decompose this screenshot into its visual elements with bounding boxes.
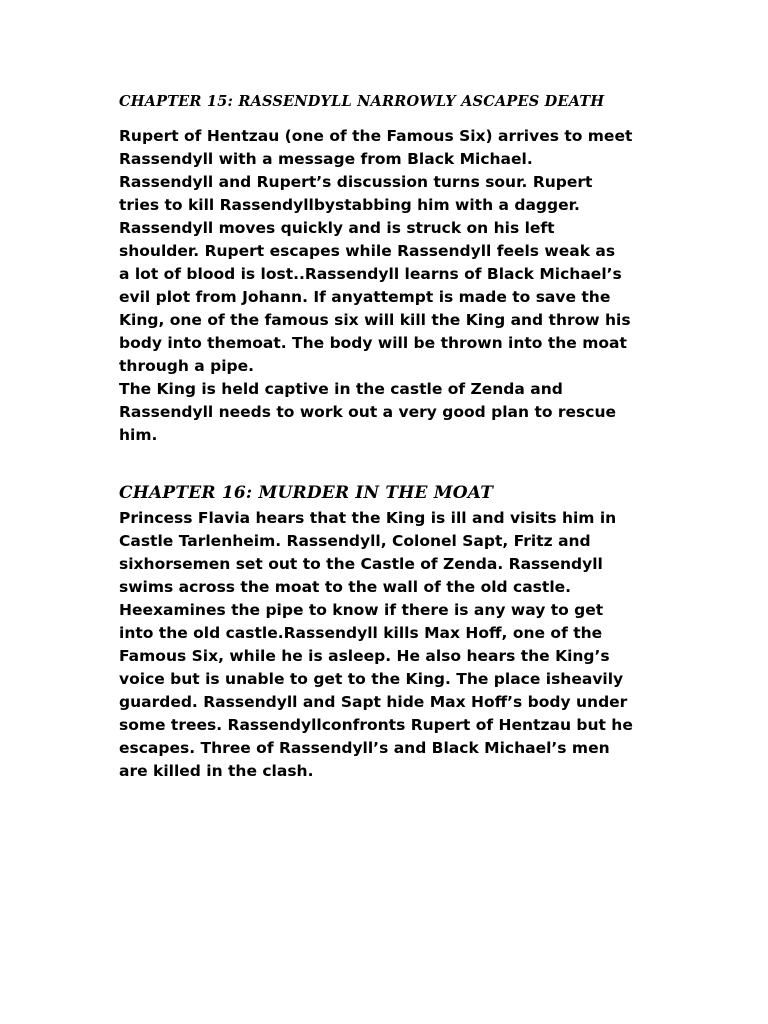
text-line: voice but is unable to get to the King. The place isheavily bbox=[119, 670, 624, 688]
text-line: Famous Six, while he is asleep. He also hears the King’s bbox=[119, 647, 610, 665]
text-line: tries to kill Rassendyllbystabbing him with a dagger. bbox=[119, 196, 580, 214]
text-line: Heexamines the pipe to know if there is any way to get bbox=[119, 601, 604, 619]
text-line: shoulder. Rupert escapes while Rassendyll feels weak as bbox=[119, 242, 616, 260]
text-line: body into themoat. The body will be thrown into the moat bbox=[119, 334, 627, 352]
text-line: through a pipe. bbox=[119, 357, 255, 375]
text-line: some trees. Rassendyllconfronts Rupert of Hentzau but he bbox=[119, 716, 633, 734]
chapter-15-summary bbox=[119, 125, 659, 447]
text-line: sixhorsemen set out to the Castle of Zenda. Rassendyll bbox=[119, 555, 603, 573]
text-line: Castle Tarlenheim. Rassendyll, Colonel Sapt, Fritz and bbox=[119, 532, 591, 550]
text-line: Rassendyll needs to work out a very good plan to rescue bbox=[119, 403, 617, 421]
chapter-15-heading: CHAPTER 15: RASSENDYLL NARROWLY ASCAPES DEATH bbox=[119, 93, 605, 110]
chapter-15-section bbox=[119, 92, 659, 447]
text-line: Rassendyll and Rupert’s discussion turns sour. Rupert bbox=[119, 173, 593, 191]
text-line: Princess Flavia hears that the King is ill and visits him in bbox=[119, 509, 617, 527]
text-line: guarded. Rassendyll and Sapt hide Max Hoff’s body under bbox=[119, 693, 628, 711]
chapter-16-summary bbox=[119, 507, 659, 783]
text-line: into the old castle.Rassendyll kills Max Hoff, one of the bbox=[119, 624, 603, 642]
text-line: are killed in the clash. bbox=[119, 762, 314, 780]
text-line: swims across the moat to the wall of the old castle. bbox=[119, 578, 572, 596]
text-line: Rassendyll with a message from Black Michael. bbox=[119, 150, 533, 168]
text-line: King, one of the famous six will kill the King and throw his bbox=[119, 311, 631, 329]
chapter-16-heading: CHAPTER 16: MURDER IN THE MOAT bbox=[119, 483, 494, 503]
text-line: escapes. Three of Rassendyll’s and Black Michael’s men bbox=[119, 739, 610, 757]
text-line: The King is held captive in the castle of Zenda and bbox=[119, 380, 563, 398]
text-line: him. bbox=[119, 426, 158, 444]
text-line: Rupert of Hentzau (one of the Famous Six) arrives to meet bbox=[119, 127, 633, 145]
text-line: evil plot from Johann. If anyattempt is made to save the bbox=[119, 288, 611, 306]
text-line: a lot of blood is lost..Rassendyll learns of Black Michael’s bbox=[119, 265, 622, 283]
chapter-16-section bbox=[119, 482, 659, 783]
text-line: Rassendyll moves quickly and is struck on his left bbox=[119, 219, 555, 237]
